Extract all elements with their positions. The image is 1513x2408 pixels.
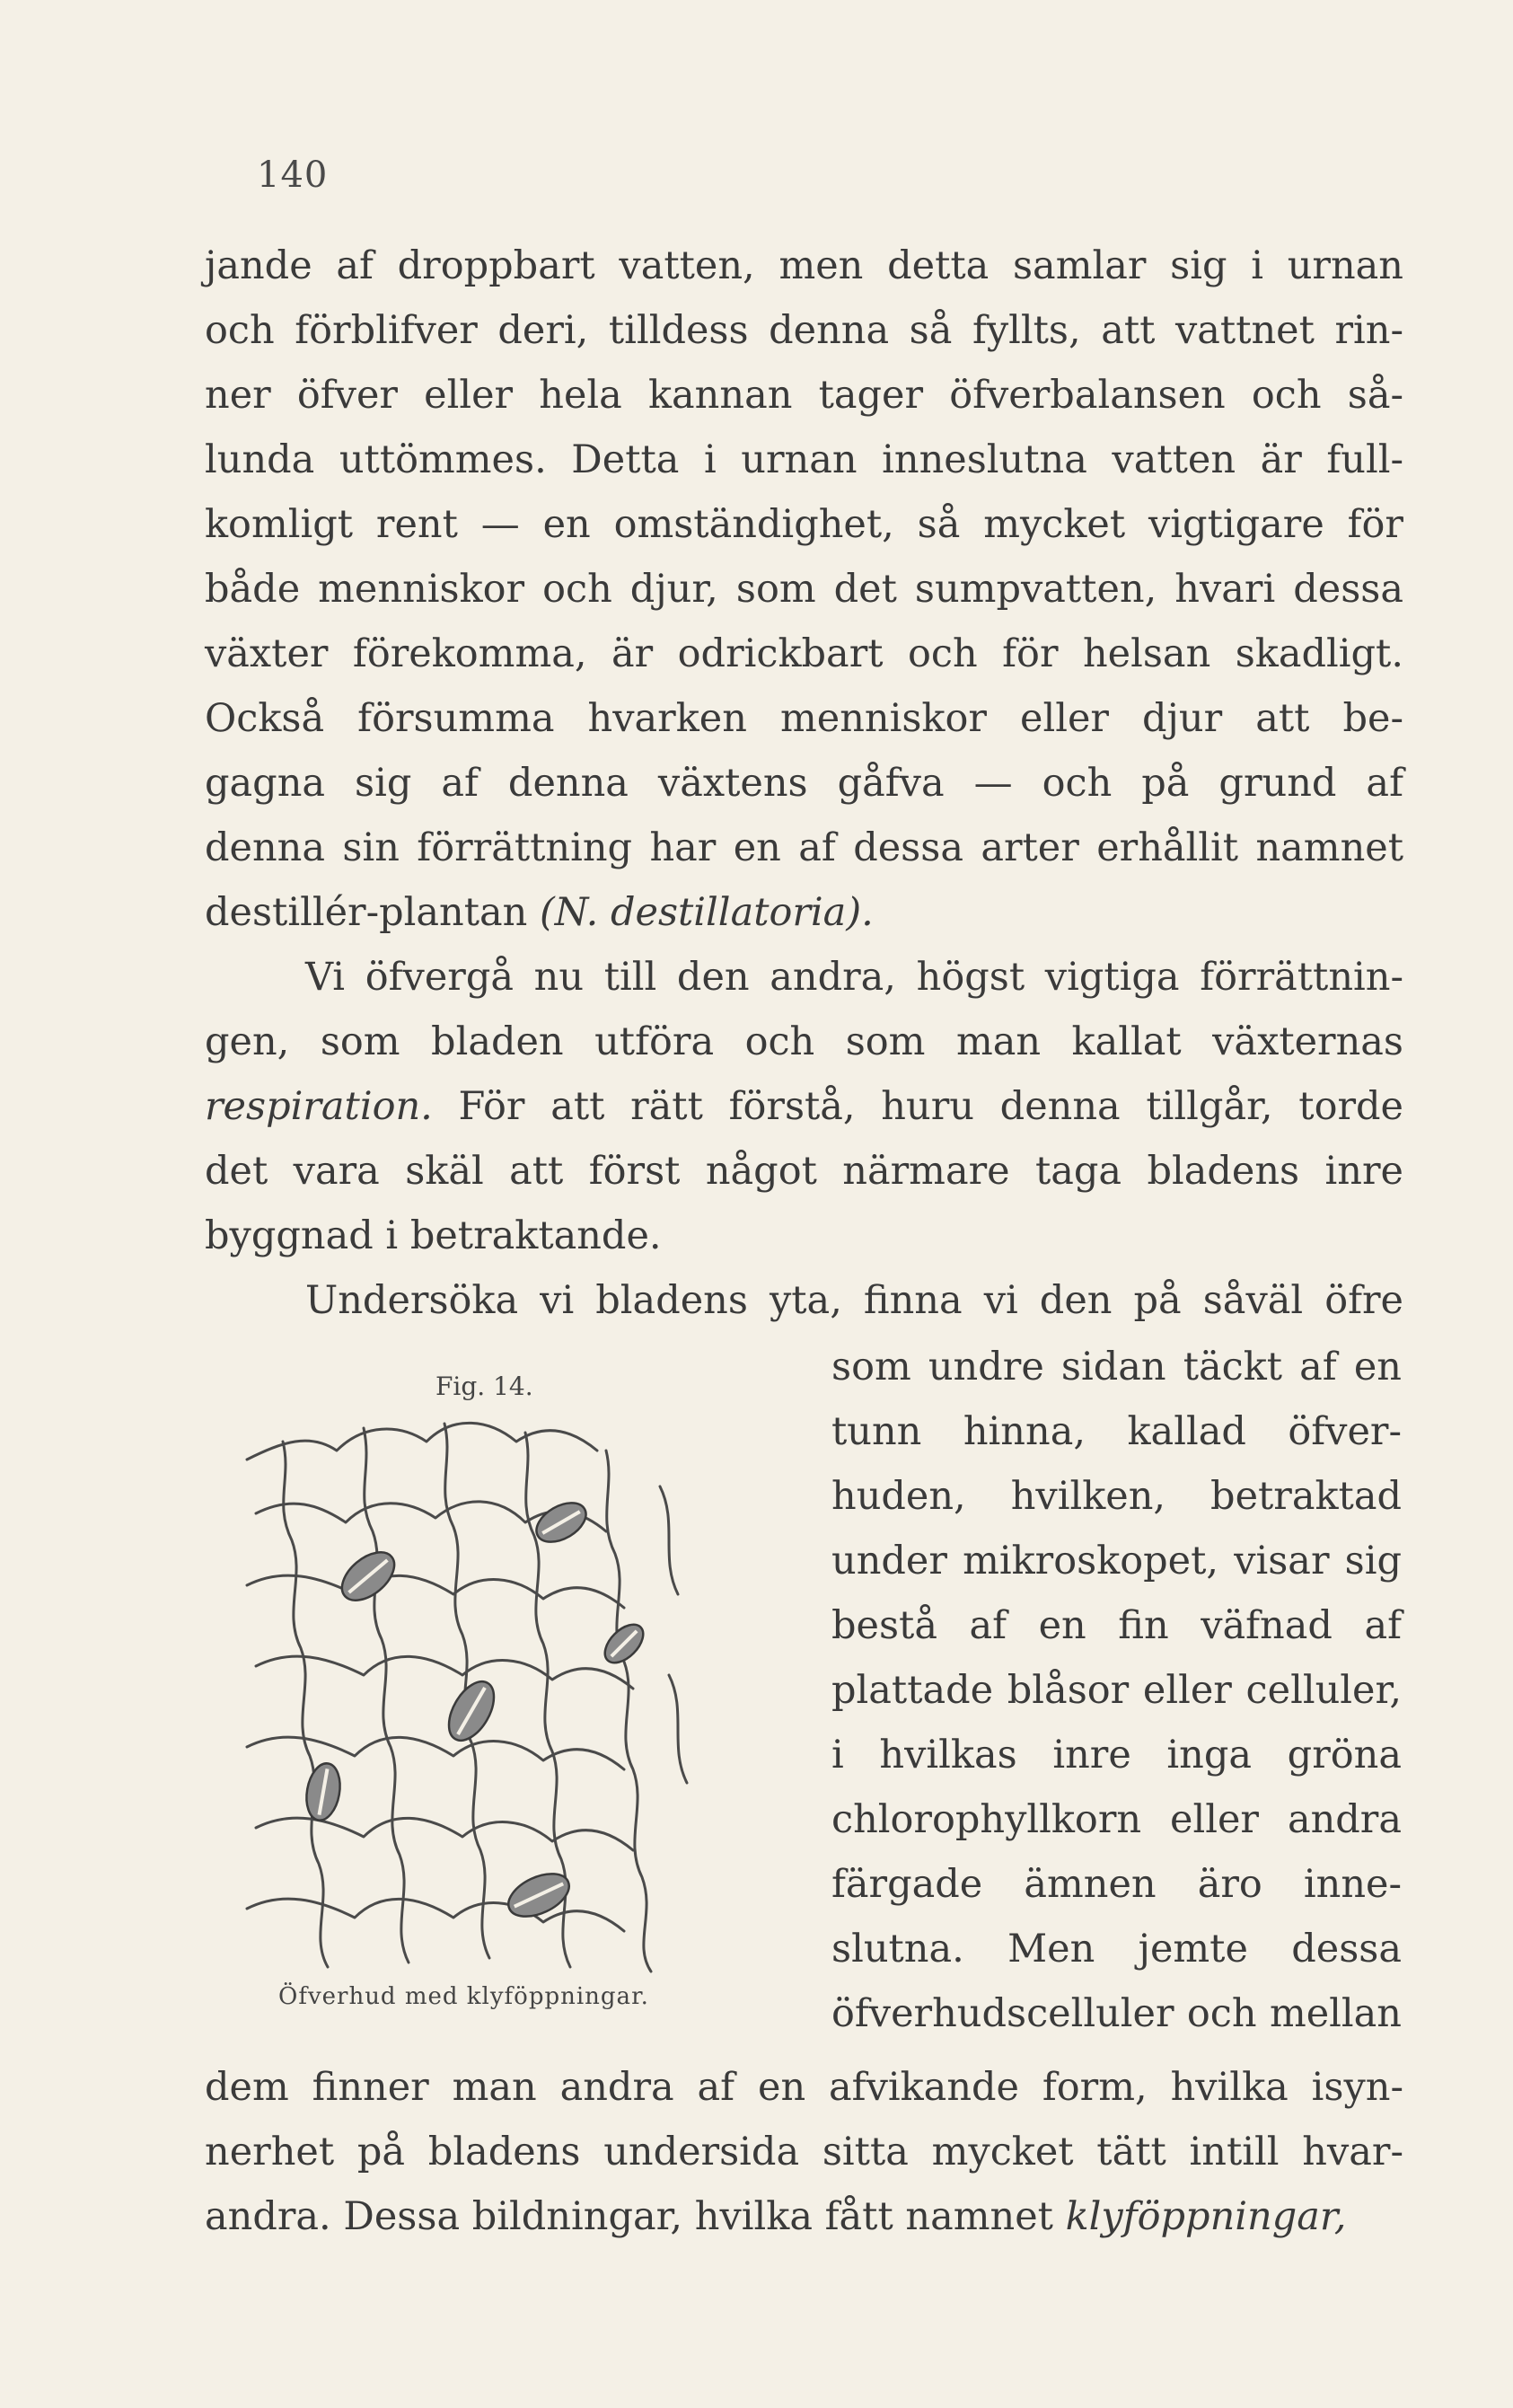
cell-wall: [247, 1899, 624, 1931]
text-line: [205, 1084, 1403, 1129]
text-line: Vi öfvergå nu till den andra, högst vigtiga förrättnin-: [305, 955, 1403, 1000]
text-line: jande af droppbart vatten, men detta samlar sig i urnan: [205, 243, 1403, 288]
stoma: [303, 1760, 345, 1822]
text-line: slutna. Men jemte dessa: [831, 1927, 1402, 1971]
page-number: 140: [257, 154, 329, 196]
italic-term: klyföppningar,: [1065, 2194, 1347, 2239]
text-line: gagna sig af denna växtens gåfva — och på grund af: [205, 761, 1403, 806]
cell-wall: [669, 1675, 687, 1783]
italic-term: respiration.: [205, 1084, 433, 1129]
cell-wall: [660, 1486, 678, 1594]
text-line: [205, 890, 1403, 935]
text-line: lunda uttömmes. Detta i urnan inneslutna vatten är full-: [205, 437, 1403, 482]
text-line: tunn hinna, kallad öfver-: [831, 1409, 1402, 1454]
text-line: under mikroskopet, visar sig: [831, 1539, 1402, 1583]
cell-wall: [256, 1656, 633, 1689]
cell-wall: [364, 1428, 409, 1963]
text-line: huden, hvilken, betraktad: [831, 1474, 1402, 1519]
text-line: nerhet på bladens undersida sitta mycket tätt intill hvar-: [205, 2130, 1403, 2174]
text-line: både menniskor och djur, som det sumpvatten, hvari dessa: [205, 567, 1403, 612]
text-run: andra. Dessa bildningar, hvilka fått namnet: [205, 2194, 1066, 2239]
text-line: Undersöka vi bladens yta, finna vi den på såväl öfre: [305, 1278, 1403, 1323]
text-line: i hvilkas inre inga gröna: [831, 1733, 1402, 1777]
text-line: det vara skäl att först något närmare taga bladens inre: [205, 1149, 1403, 1194]
text-line: färgade ämnen äro inne-: [831, 1862, 1402, 1907]
text-line: ner öfver eller hela kannan tager öfverbalansen och så-: [205, 373, 1403, 418]
text-run: För att rätt förstå, huru denna tillgår, torde: [432, 1084, 1403, 1129]
text-line: plattade blåsor eller celluler,: [831, 1668, 1402, 1713]
figure-caption: Öfverhud med klyföppningar.: [278, 1983, 649, 2010]
figure-label: Fig. 14.: [435, 1372, 533, 1401]
italic-term: (N. destillatoria).: [540, 890, 874, 935]
epidermis-illustration: [229, 1406, 768, 1980]
text-line: chlorophyllkorn eller andra: [831, 1797, 1402, 1842]
text-line: Också försumma hvarken menniskor eller djur att be-: [205, 696, 1403, 741]
text-line: och förblifver deri, tilldess denna så fyllts, att vattnet rin-: [205, 308, 1403, 353]
text-line: växter förekomma, är odrickbart och för helsan skadligt.: [205, 631, 1403, 676]
text-run: destillér-plantan: [205, 890, 540, 935]
text-line: denna sin förrättning har en af dessa arter erhållit namnet: [205, 825, 1403, 870]
text-line: gen, som bladen utföra och som man kallat växternas: [205, 1019, 1403, 1064]
text-line: bestå af en fin väfnad af: [831, 1603, 1402, 1648]
text-line: [205, 2194, 1403, 2239]
cell-wall: [247, 1423, 597, 1460]
text-line: byggnad i betraktande.: [205, 1213, 662, 1258]
cell-wall: [247, 1575, 624, 1608]
text-line: öfverhudscelluler och mellan: [831, 1991, 1402, 2036]
cell-wall: [606, 1451, 651, 1971]
stoma: [440, 1674, 504, 1748]
cell-wall: [283, 1442, 328, 1967]
text-line: dem finner man andra af en afvikande form, hvilka isyn-: [205, 2065, 1403, 2110]
text-line: som undre sidan täckt af en: [831, 1345, 1402, 1389]
stoma: [530, 1495, 593, 1549]
text-line: komligt rent — en omständighet, så mycket vigtigare för: [205, 502, 1403, 547]
